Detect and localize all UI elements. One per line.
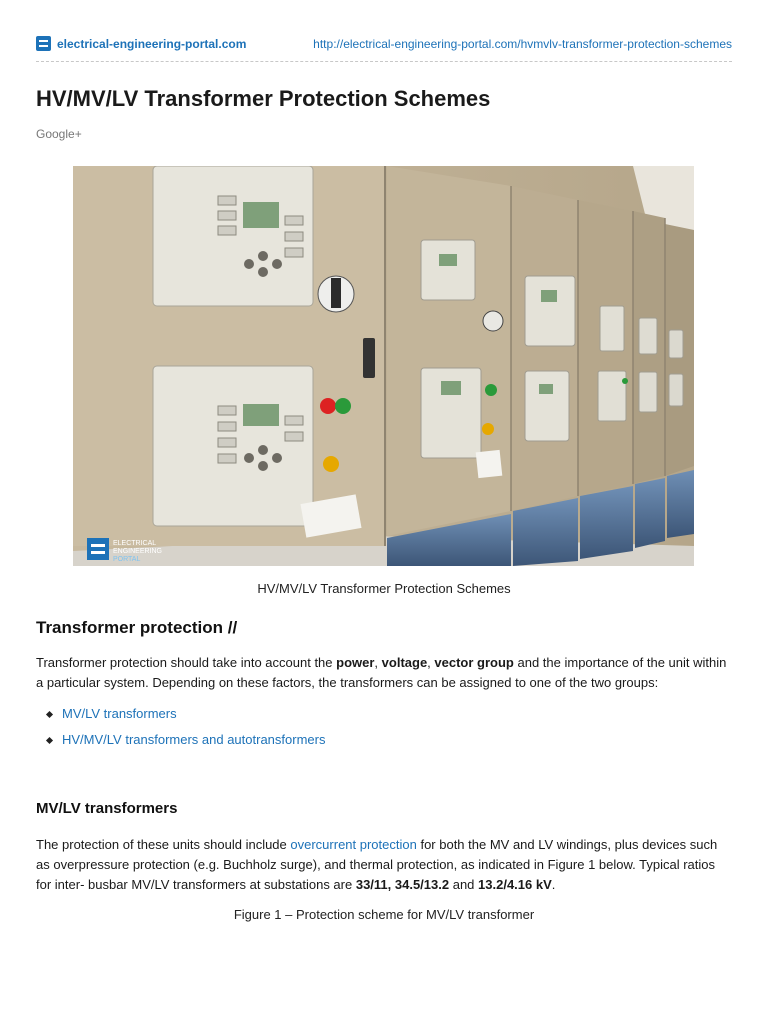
document-icon [36,36,51,51]
watermark-line3: PORTAL [113,556,141,563]
image-caption: HV/MV/LV Transformer Protection Schemes [257,581,511,596]
site-link[interactable]: electrical-engineering-portal.com [57,37,247,51]
watermark-line1: ELECTRICAL [113,540,157,547]
list-item [46,704,325,730]
page-url-link[interactable]: http://electrical-engineering-portal.com/hvmvlv-transformer-protection-schemes [313,37,732,51]
article-photo [73,166,694,566]
transformer-groups-list [46,704,325,756]
mv-lv-transformers-link[interactable]: MV/LV transformers [62,706,177,721]
section-heading-mv-lv: MV/LV transformers [36,800,178,817]
hv-mv-lv-transformers-link[interactable]: HV/MV/LV transformers and autotransformers [62,732,326,747]
page-header [36,34,732,62]
page-title: HV/MV/LV Transformer Protection Schemes [36,86,491,111]
overcurrent-protection-link[interactable]: overcurrent protection [290,837,417,852]
watermark-line2: ENGINEERING [113,548,163,555]
list-item [46,730,325,756]
google-plus-link[interactable]: Google+ [36,127,82,141]
figure-caption: Figure 1 – Protection scheme for MV/LV transformer [233,907,535,922]
section-heading-transformer-protection: Transformer protection // [36,618,238,637]
intro-paragraph: Transformer protection should take into account the power, voltage, vector group and the importance of the unit within a particular system. Depending on these factors, the transformers can be assigned to one of the two groups: [36,655,727,690]
mv-lv-paragraph: The protection of these units should include overcurrent protection for both the MV and LV windings, plus devices such as overpressure protection (e.g. Buchholz surge), and thermal protection, as indicated in Figure 1 below. Typical ratios for inter- busbar MV/LV transformers at substations are 33/11, 34.5/13.2 and 13.2/4.16 kV. [36,837,718,892]
